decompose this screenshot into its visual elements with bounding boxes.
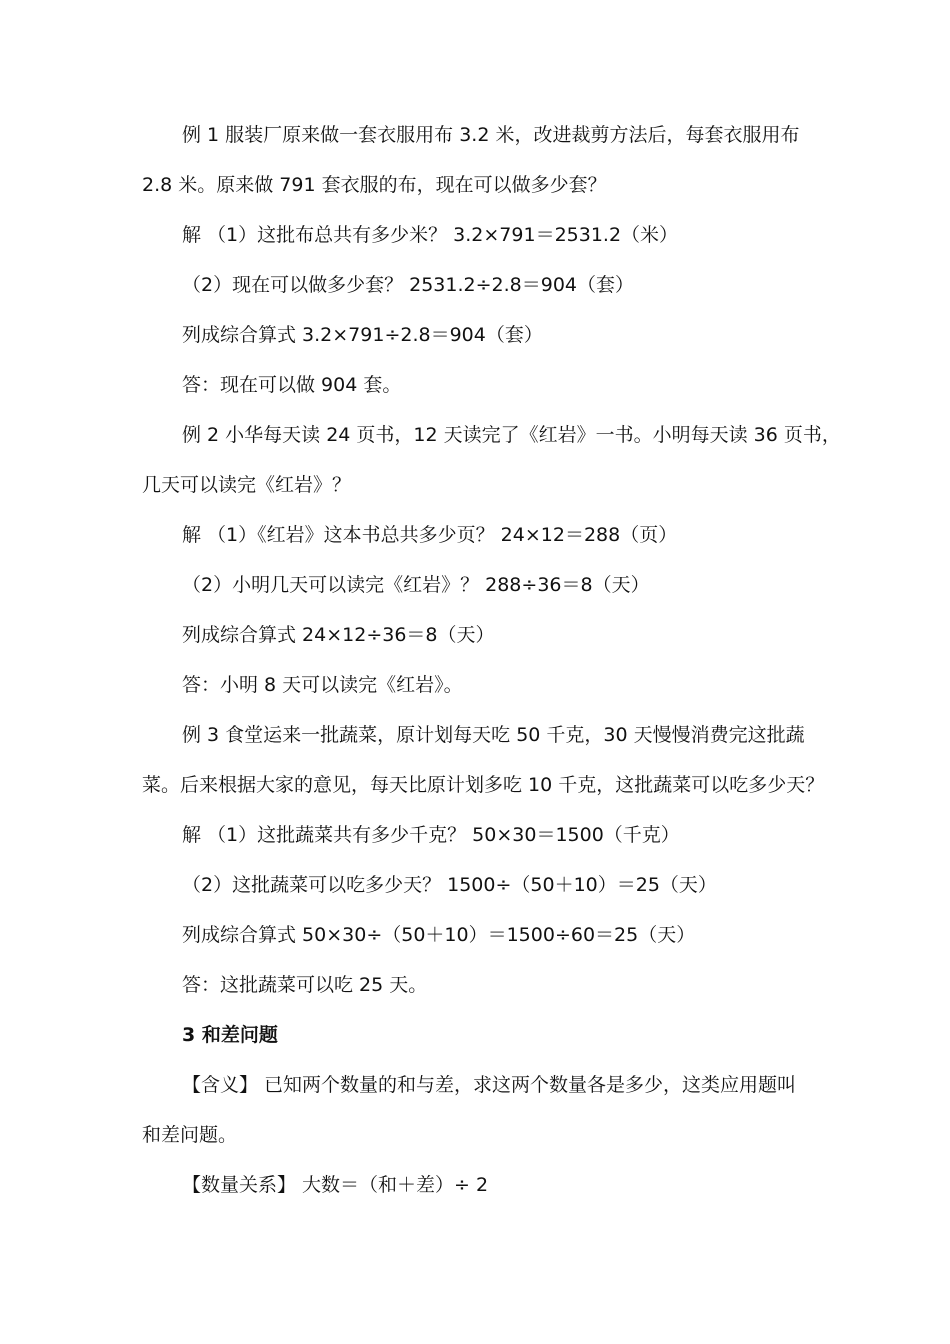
example-1-line-2: 2.8 米。原来做 791 套衣服的布，现在可以做多少套？ xyxy=(142,174,607,196)
example-3-line-1: 例 3 食堂运来一批蔬菜，原计划每天吃 50 千克，30 天慢慢消费完这批蔬 xyxy=(182,724,805,746)
definition-line-1: 【含义】 已知两个数量的和与差，求这两个数量各是多少，这类应用题叫 xyxy=(182,1074,797,1096)
example-1-answer: 答：现在可以做 904 套。 xyxy=(182,374,402,396)
example-1-line-1: 例 1 服装厂原来做一套衣服用布 3.2 米，改进裁剪方法后，每套衣服用布 xyxy=(182,124,800,146)
example-1-solution-step-1: 解 （1）这批布总共有多少米？ 3.2×791＝2531.2（米） xyxy=(182,224,679,246)
example-1-combined-formula: 列成综合算式 3.2×791÷2.8＝904（套） xyxy=(182,324,543,346)
example-3-line-2: 菜。后来根据大家的意见，每天比原计划多吃 10 千克，这批蔬菜可以吃多少天？ xyxy=(142,774,825,796)
example-2-line-1: 例 2 小华每天读 24 页书，12 天读完了《红岩》一书。小明每天读 36 页书， xyxy=(182,424,841,446)
example-3-combined-formula: 列成综合算式 50×30÷（50＋10）＝1500÷60＝25（天） xyxy=(182,924,696,946)
example-1-solution-step-2: （2）现在可以做多少套？ 2531.2÷2.8＝904（套） xyxy=(182,274,635,296)
example-2-combined-formula: 列成综合算式 24×12÷36＝8（天） xyxy=(182,624,495,646)
quantity-relation-line: 【数量关系】 大数＝（和＋差）÷ 2 xyxy=(182,1174,489,1196)
example-2-line-2: 几天可以读完《红岩》？ xyxy=(142,474,352,496)
example-3-solution-step-1: 解 （1）这批蔬菜共有多少千克？ 50×30＝1500（千克） xyxy=(182,824,680,846)
example-3-solution-step-2: （2）这批蔬菜可以吃多少天？ 1500÷（50＋10）＝25（天） xyxy=(182,874,717,896)
example-3-answer: 答：这批蔬菜可以吃 25 天。 xyxy=(182,974,428,996)
example-2-solution-step-2: （2）小明几天可以读完《红岩》？ 288÷36＝8（天） xyxy=(182,574,650,596)
example-2-solution-step-1: 解 （1）《红岩》这本书总共多少页？ 24×12＝288（页） xyxy=(182,524,678,546)
definition-line-2: 和差问题。 xyxy=(142,1124,238,1146)
example-2-answer: 答：小明 8 天可以读完《红岩》。 xyxy=(182,674,463,696)
section-heading: 3 和差问题 xyxy=(182,1024,278,1046)
